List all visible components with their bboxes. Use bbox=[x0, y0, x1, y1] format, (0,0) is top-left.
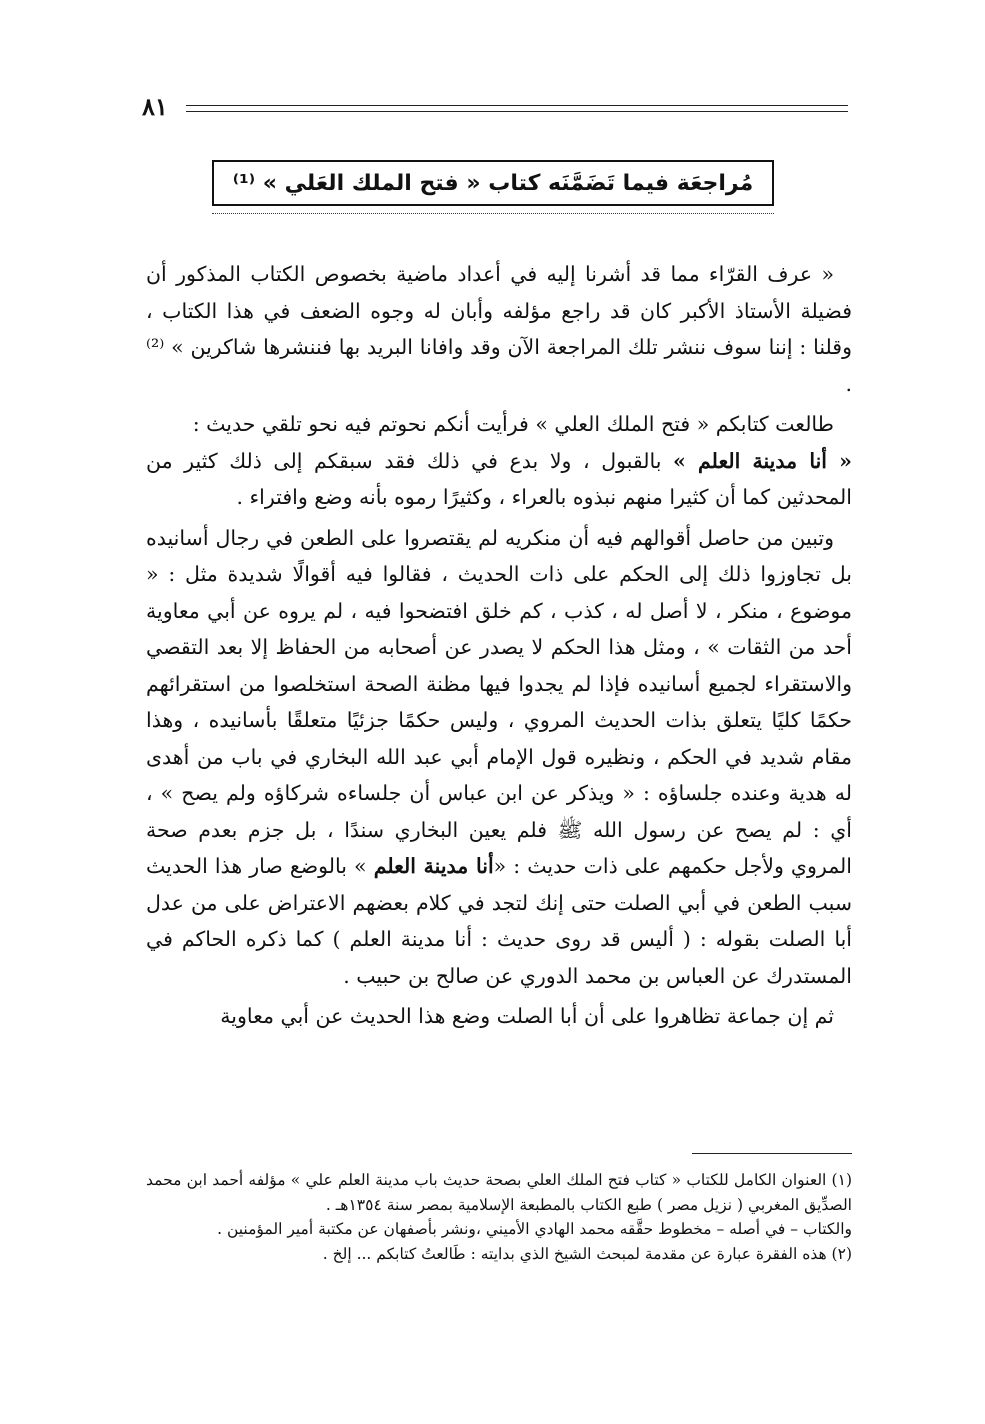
hadith-quote: « أنا مدينة العلم » bbox=[673, 448, 852, 473]
hadith-quote-2: أنا مدينة العلم bbox=[373, 854, 494, 878]
header-rule-bottom bbox=[186, 111, 848, 112]
paragraph-2-continued: بالقبول ، ولا بدع في ذلك فقد سبقكم إلى ذلك كثير من المحدثين كما أن كثيرا منهم نبذوه بالعراء ، وكثيرًا رموه بأنه وضع وافتراء . bbox=[146, 448, 852, 509]
title-box bbox=[212, 160, 774, 206]
footnote-separator bbox=[692, 1153, 852, 1154]
title-underline bbox=[212, 213, 774, 214]
section-title: مُراجعَة فيما تَضَمَّنَه كتاب « فتح الملك العَلي » ⁽¹⁾ bbox=[232, 170, 754, 196]
footnote-2: (٢) هذه الفقرة عبارة عن مقدمة لمبحث الشيخ الذي بدايته : طَالعتُ كتابكم ... إلخ . bbox=[322, 1244, 852, 1263]
paragraph-3-continued: » بالوضع صار هذا الحديث سبب الطعن في أبي الصلت حتى إنك لتجد في كلام بعضهم الاعتراض على من عدل أبا الصلت بقوله : ( أليس قد روى حديث : أنا مدينة العلم ) كما ذكره الحاكم في المستدرك عن العباس بن محمد الدوري عن صالح بن حبيب . bbox=[146, 854, 852, 988]
paragraph-2 bbox=[146, 406, 852, 516]
header-rule-top bbox=[186, 105, 848, 106]
footnotes bbox=[146, 1168, 852, 1266]
footnote-1-continued: والكتاب – في أصله – مخطوط حقَّقه محمد الهادي الأميني ،ونشر بأصفهان عن مكتبة أمير المؤمنين . bbox=[217, 1220, 852, 1238]
paragraph-4: ثم إن جماعة تظاهروا على أن أبا الصلت وضع هذا الحديث عن أبي معاوية bbox=[220, 1004, 834, 1028]
page-number: ٨١ bbox=[142, 92, 168, 121]
footnote-1: (١) العنوان الكامل للكتاب « كتاب فتح الملك العلي بصحة حديث باب مدينة العلم علي » مؤلفه أحمد ابن محمد الصدِّيق المغربي ( نزيل مصر ) طبع الكتاب بالمطبعة الإسلامية بمصر سنة ١٣٥٤هـ . bbox=[146, 1171, 852, 1214]
body-text bbox=[146, 256, 852, 1039]
paragraph-2-text: طالعت كتابكم « فتح الملك العلي » فرأيت أنكم نحوتم فيه نحو تلقي حديث : bbox=[192, 412, 834, 436]
paragraph-3 bbox=[146, 520, 852, 995]
paragraph-intro: « عرف القرّاء مما قد أشرنا إليه في أعداد ماضية بخصوص الكتاب المذكور أن فضيلة الأستاذ الأكبر كان قد راجع مؤلفه وأبان له وجوه الضعف في هذا الكتاب ، وقلنا : إننا سوف ننشر تلك المراجعة الآن وقد وافانا البريد بها فننشرها شاكرين » ⁽²⁾ . bbox=[146, 262, 852, 396]
paragraph-3-text: وتبين من حاصل أقوالهم فيه أن منكريه لم يقتصروا على الطعن في رجال أسانيده بل تجاوزوا ذلك إلى الحكم على ذات الحديث ، فقالوا فيه أقوالًا شديدة مثل : « موضوع ، منكر ، لا أصل له ، كذب ، كم خلق افتضحوا فيه ، لم يروه عن أبي معاوية أحد من الثقات » ، ومثل هذا الحكم لا يصدر عن أصحابه من الحفاظ إلا بعد التقصي والاستقراء لجميع أسانيده فإذا لم يجدوا فيها مظنة الصحة استخلصوا من استقرائهم حكمًا كليًا يتعلق بذات الحديث المروي ، وليس حكمًا جزئيًا متعلقًا بأسانيده ، وهذا مقام شديد في الحكم ، ونظيره قول الإمام أبي عبد الله البخاري في باب من أهدى له هدية وعنده جلساؤه : « ويذكر عن ابن عباس أن جلساءه شركاؤه ولم يصح » ، أي : لم يصح عن رسول الله ﷺ فلم يعين البخاري سندًا ، بل جزم بعدم صحة المروي ولأجل حكمهم على ذات حديث : « bbox=[146, 525, 852, 878]
